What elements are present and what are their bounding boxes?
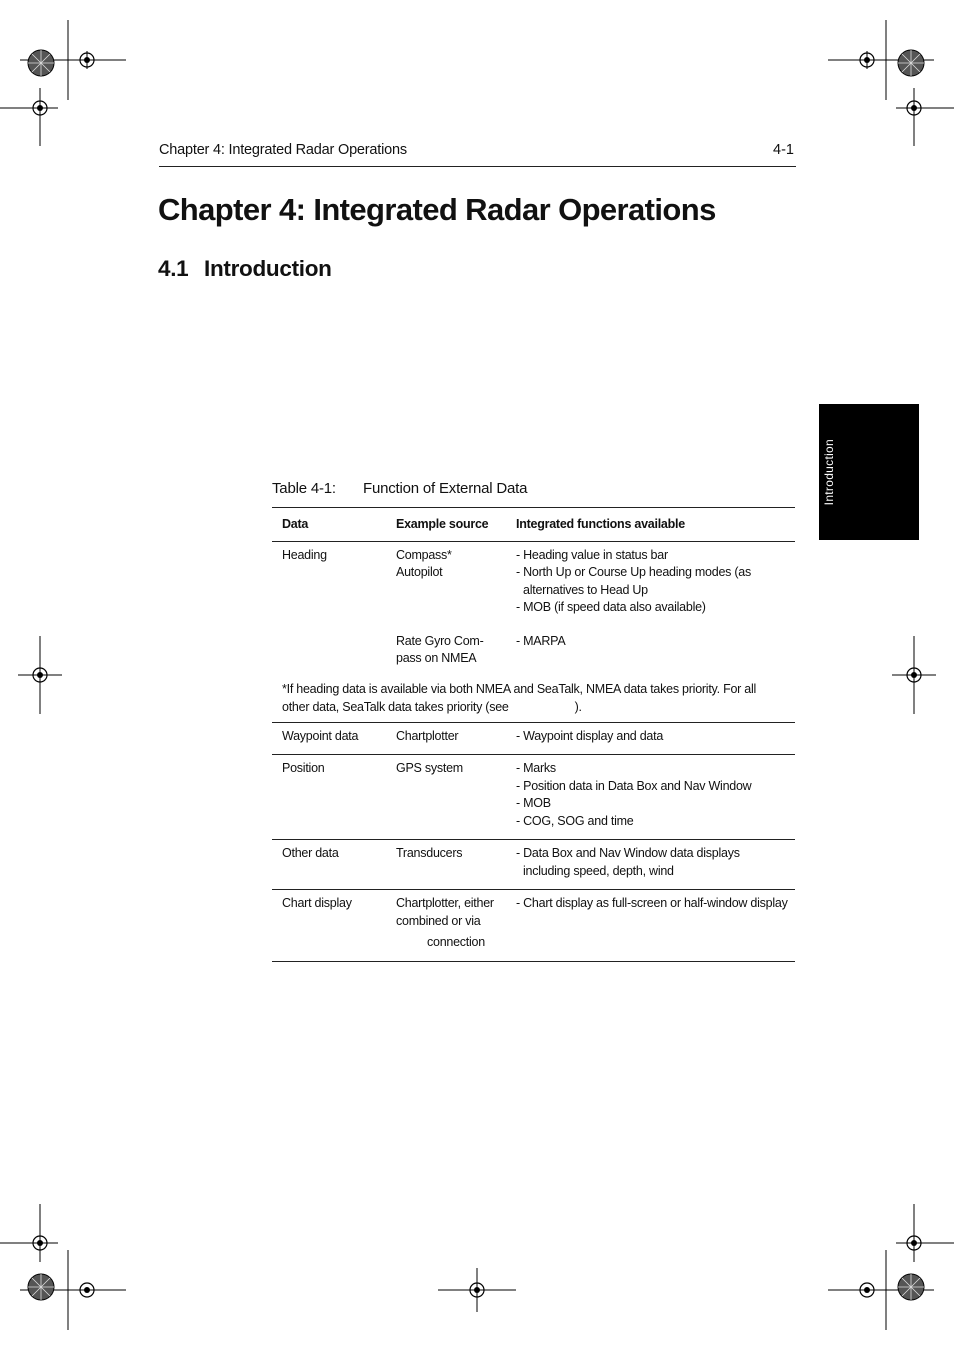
column-header-functions: Integrated functions available: [516, 508, 795, 542]
cell-functions-heading: [516, 541, 795, 619]
function-item: - MARPA: [516, 633, 566, 648]
table-caption: [272, 480, 527, 497]
function-item: - Chart display as full-screen or half-window display: [516, 896, 788, 910]
page-number: 4-1: [773, 142, 794, 158]
cell-source-position: GPS system: [396, 755, 516, 840]
source-item: Autopilot: [396, 565, 443, 579]
function-item: - Marks: [516, 761, 556, 775]
table-row-other: [272, 840, 795, 890]
table-row-chart: [272, 890, 795, 962]
function-item: - Heading value in status bar: [516, 547, 668, 562]
cell-source-chart: [396, 890, 516, 962]
table-row-heading: [272, 541, 795, 619]
source-item: Compass*: [396, 547, 452, 562]
cell-data-other: Other data: [272, 840, 396, 890]
table-row-waypoint: [272, 722, 795, 755]
running-header: [159, 142, 796, 167]
table-caption-number: Table 4-1:: [272, 480, 336, 497]
function-item: - Position data in Data Box and Nav Window: [516, 778, 752, 793]
cell-data-position: Position: [272, 755, 396, 840]
side-tab-label: Introduction: [822, 439, 836, 506]
section-heading: [158, 256, 332, 282]
cell-source-waypoint: Chartplotter: [396, 722, 516, 755]
source-item: Rate Gyro Com-pass on NMEA: [396, 633, 484, 665]
function-item: - Waypoint display and data: [516, 728, 664, 743]
cell-data-waypoint: Waypoint data: [272, 722, 396, 755]
footnote-close: ).: [574, 699, 582, 714]
cell-functions-gyro: [516, 619, 795, 670]
side-thumb-tab: [819, 404, 919, 540]
cell-functions-other: [516, 840, 795, 890]
function-item: - North Up or Course Up heading modes (as alternatives to Head Up: [516, 565, 752, 597]
cell-source-other: Transducers: [396, 840, 516, 890]
source-item: Chartplotter, either combined or via: [396, 896, 494, 928]
table-row-position: [272, 755, 795, 840]
chapter-title: Chapter 4: Integrated Radar Operations: [158, 192, 716, 227]
section-title: Introduction: [204, 256, 332, 281]
table-header-row: [272, 508, 795, 542]
table-row-heading-gyro: [272, 619, 795, 670]
external-data-table: [272, 507, 795, 962]
function-item: - COG, SOG and time: [516, 813, 634, 828]
function-item: - MOB: [516, 796, 551, 810]
function-item: - Data Box and Nav Window data displays including speed, depth, wind: [516, 846, 740, 878]
cell-source-heading: [396, 541, 516, 619]
source-item: connection: [427, 935, 485, 949]
cell-data-chart: Chart display: [272, 890, 396, 962]
cell-data-heading: Heading: [282, 547, 327, 562]
column-header-source: Example source: [396, 508, 516, 542]
table-caption-title: Function of External Data: [363, 480, 528, 497]
running-header-title: Chapter 4: Integrated Radar Operations: [159, 142, 407, 158]
cell-functions-chart: [516, 890, 795, 962]
table-footnote: [272, 670, 795, 723]
table-footnote-row: [272, 670, 795, 723]
cell-functions-position: [516, 755, 795, 840]
section-number: 4.1: [158, 256, 189, 281]
cell-source-gyro: [396, 619, 516, 670]
footnote-text: *If heading data is available via both NMEA and SeaTalk, NMEA data takes priority. For all other data, SeaTalk data takes priority (see: [282, 681, 757, 714]
cell-functions-waypoint: [516, 722, 795, 755]
function-item: - MOB (if speed data also available): [516, 600, 706, 614]
column-header-data: Data: [272, 508, 396, 542]
